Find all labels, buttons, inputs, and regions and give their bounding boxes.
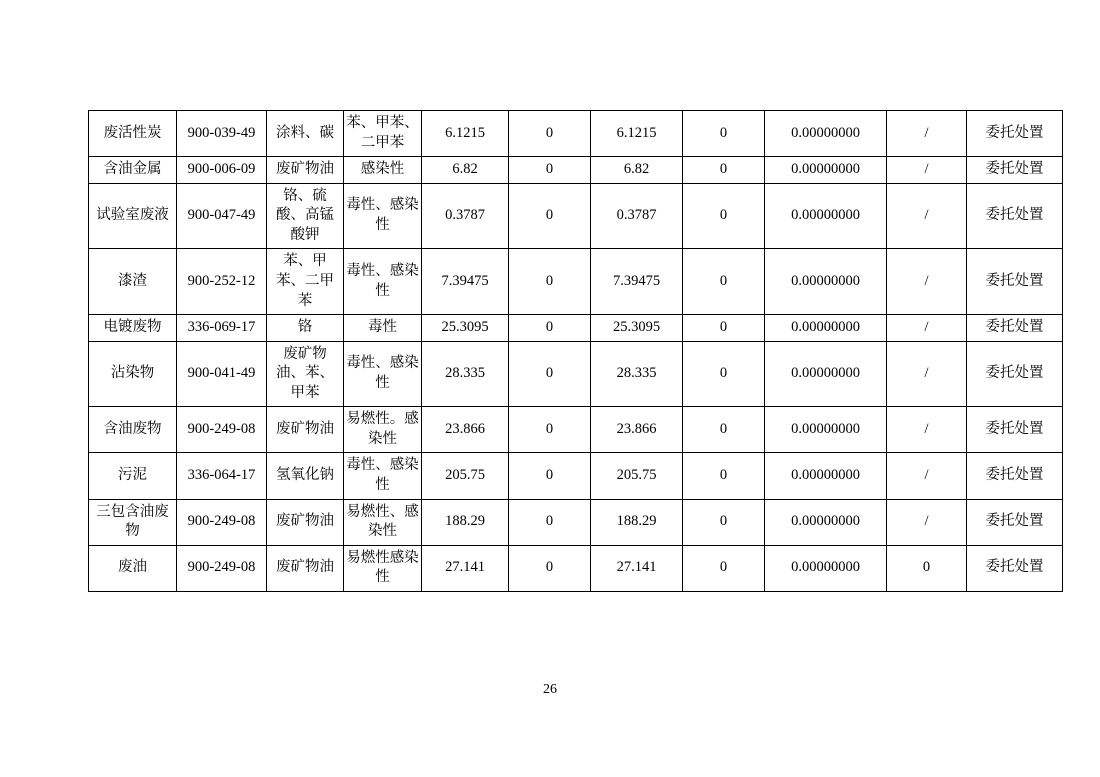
cell-generated: 27.141 (422, 545, 509, 591)
cell-waste-name: 漆渣 (89, 249, 177, 315)
cell-self-disposal: / (887, 453, 967, 499)
cell-generated: 23.866 (422, 407, 509, 453)
table-row (89, 499, 1063, 545)
cell-disposal-method: 委托处置 (967, 341, 1063, 407)
table-row (89, 453, 1063, 499)
cell-stored: 0 (683, 249, 765, 315)
cell-waste-code: 900-006-09 (177, 157, 267, 184)
cell-utilized: 0 (509, 249, 591, 315)
cell-stored: 0 (683, 499, 765, 545)
page-number: 26 (543, 682, 557, 697)
cell-waste-code: 900-039-49 (177, 111, 267, 157)
cell-disposed: 28.335 (591, 341, 683, 407)
cell-waste-name: 污泥 (89, 453, 177, 499)
cell-utilized: 0 (509, 315, 591, 342)
cell-hazard: 易燃性。感染性 (344, 407, 422, 453)
hazardous-waste-table (88, 110, 1063, 592)
cell-hazard: 毒性、感染性 (344, 249, 422, 315)
cell-waste-code: 900-047-49 (177, 183, 267, 249)
cell-component: 废矿物油 (267, 157, 344, 184)
cell-disposal-method: 委托处置 (967, 183, 1063, 249)
cell-discharged: 0.00000000 (765, 499, 887, 545)
cell-disposed: 205.75 (591, 453, 683, 499)
cell-stored: 0 (683, 315, 765, 342)
cell-disposal-method: 委托处置 (967, 157, 1063, 184)
cell-discharged: 0.00000000 (765, 315, 887, 342)
cell-generated: 205.75 (422, 453, 509, 499)
cell-generated: 188.29 (422, 499, 509, 545)
cell-discharged: 0.00000000 (765, 407, 887, 453)
cell-component: 废矿物油 (267, 545, 344, 591)
cell-waste-code: 900-041-49 (177, 341, 267, 407)
cell-generated: 0.3787 (422, 183, 509, 249)
cell-utilized: 0 (509, 407, 591, 453)
cell-self-disposal: / (887, 407, 967, 453)
cell-disposal-method: 委托处置 (967, 499, 1063, 545)
cell-disposed: 6.1215 (591, 111, 683, 157)
cell-component: 苯、甲苯、二甲苯 (267, 249, 344, 315)
cell-self-disposal: / (887, 499, 967, 545)
cell-discharged: 0.00000000 (765, 341, 887, 407)
cell-stored: 0 (683, 157, 765, 184)
cell-utilized: 0 (509, 111, 591, 157)
cell-discharged: 0.00000000 (765, 157, 887, 184)
cell-component: 废矿物油、苯、甲苯 (267, 341, 344, 407)
cell-stored: 0 (683, 183, 765, 249)
cell-generated: 25.3095 (422, 315, 509, 342)
cell-waste-name: 沾染物 (89, 341, 177, 407)
cell-hazard: 感染性 (344, 157, 422, 184)
cell-self-disposal: / (887, 341, 967, 407)
cell-disposed: 23.866 (591, 407, 683, 453)
cell-waste-code: 900-249-08 (177, 499, 267, 545)
cell-self-disposal: / (887, 315, 967, 342)
cell-disposal-method: 委托处置 (967, 315, 1063, 342)
table-body (89, 111, 1063, 592)
cell-discharged: 0.00000000 (765, 183, 887, 249)
cell-disposed: 0.3787 (591, 183, 683, 249)
cell-disposal-method: 委托处置 (967, 111, 1063, 157)
cell-self-disposal: 0 (887, 545, 967, 591)
cell-disposal-method: 委托处置 (967, 249, 1063, 315)
cell-disposed: 25.3095 (591, 315, 683, 342)
cell-disposal-method: 委托处置 (967, 545, 1063, 591)
cell-hazard: 毒性、感染性 (344, 341, 422, 407)
cell-utilized: 0 (509, 545, 591, 591)
cell-disposal-method: 委托处置 (967, 453, 1063, 499)
cell-stored: 0 (683, 453, 765, 499)
cell-waste-name: 试验室废液 (89, 183, 177, 249)
cell-hazard: 苯、甲苯、二甲苯 (344, 111, 422, 157)
cell-generated: 7.39475 (422, 249, 509, 315)
cell-self-disposal: / (887, 249, 967, 315)
cell-waste-code: 900-252-12 (177, 249, 267, 315)
cell-generated: 6.1215 (422, 111, 509, 157)
cell-stored: 0 (683, 341, 765, 407)
cell-utilized: 0 (509, 157, 591, 184)
cell-stored: 0 (683, 407, 765, 453)
cell-waste-name: 三包含油废物 (89, 499, 177, 545)
cell-utilized: 0 (509, 341, 591, 407)
table-row (89, 183, 1063, 249)
cell-disposed: 7.39475 (591, 249, 683, 315)
cell-self-disposal: / (887, 157, 967, 184)
cell-utilized: 0 (509, 453, 591, 499)
table-row (89, 157, 1063, 184)
cell-component: 氢氧化钠 (267, 453, 344, 499)
cell-disposed: 6.82 (591, 157, 683, 184)
cell-hazard: 毒性、感染性 (344, 183, 422, 249)
cell-discharged: 0.00000000 (765, 111, 887, 157)
table-row (89, 407, 1063, 453)
cell-stored: 0 (683, 111, 765, 157)
table-row (89, 249, 1063, 315)
cell-stored: 0 (683, 545, 765, 591)
cell-self-disposal: / (887, 111, 967, 157)
cell-waste-code: 336-069-17 (177, 315, 267, 342)
cell-waste-code: 900-249-08 (177, 545, 267, 591)
cell-discharged: 0.00000000 (765, 453, 887, 499)
hazardous-waste-table-container (88, 110, 1044, 592)
cell-component: 涂料、碳 (267, 111, 344, 157)
cell-utilized: 0 (509, 499, 591, 545)
cell-disposal-method: 委托处置 (967, 407, 1063, 453)
cell-self-disposal: / (887, 183, 967, 249)
cell-discharged: 0.00000000 (765, 249, 887, 315)
table-row (89, 341, 1063, 407)
cell-disposed: 188.29 (591, 499, 683, 545)
cell-waste-name: 电镀废物 (89, 315, 177, 342)
cell-waste-name: 含油金属 (89, 157, 177, 184)
cell-waste-name: 废活性炭 (89, 111, 177, 157)
cell-hazard: 易燃性、感染性 (344, 499, 422, 545)
cell-waste-code: 900-249-08 (177, 407, 267, 453)
cell-component: 铬、硫酸、高锰酸钾 (267, 183, 344, 249)
cell-component: 废矿物油 (267, 407, 344, 453)
cell-component: 铬 (267, 315, 344, 342)
cell-hazard: 毒性 (344, 315, 422, 342)
cell-utilized: 0 (509, 183, 591, 249)
cell-waste-code: 336-064-17 (177, 453, 267, 499)
table-row (89, 111, 1063, 157)
cell-waste-name: 含油废物 (89, 407, 177, 453)
table-row (89, 545, 1063, 591)
cell-component: 废矿物油 (267, 499, 344, 545)
cell-hazard: 易燃性感染性 (344, 545, 422, 591)
cell-disposed: 27.141 (591, 545, 683, 591)
cell-waste-name: 废油 (89, 545, 177, 591)
cell-generated: 6.82 (422, 157, 509, 184)
table-row (89, 315, 1063, 342)
cell-discharged: 0.00000000 (765, 545, 887, 591)
cell-generated: 28.335 (422, 341, 509, 407)
cell-hazard: 毒性、感染性 (344, 453, 422, 499)
